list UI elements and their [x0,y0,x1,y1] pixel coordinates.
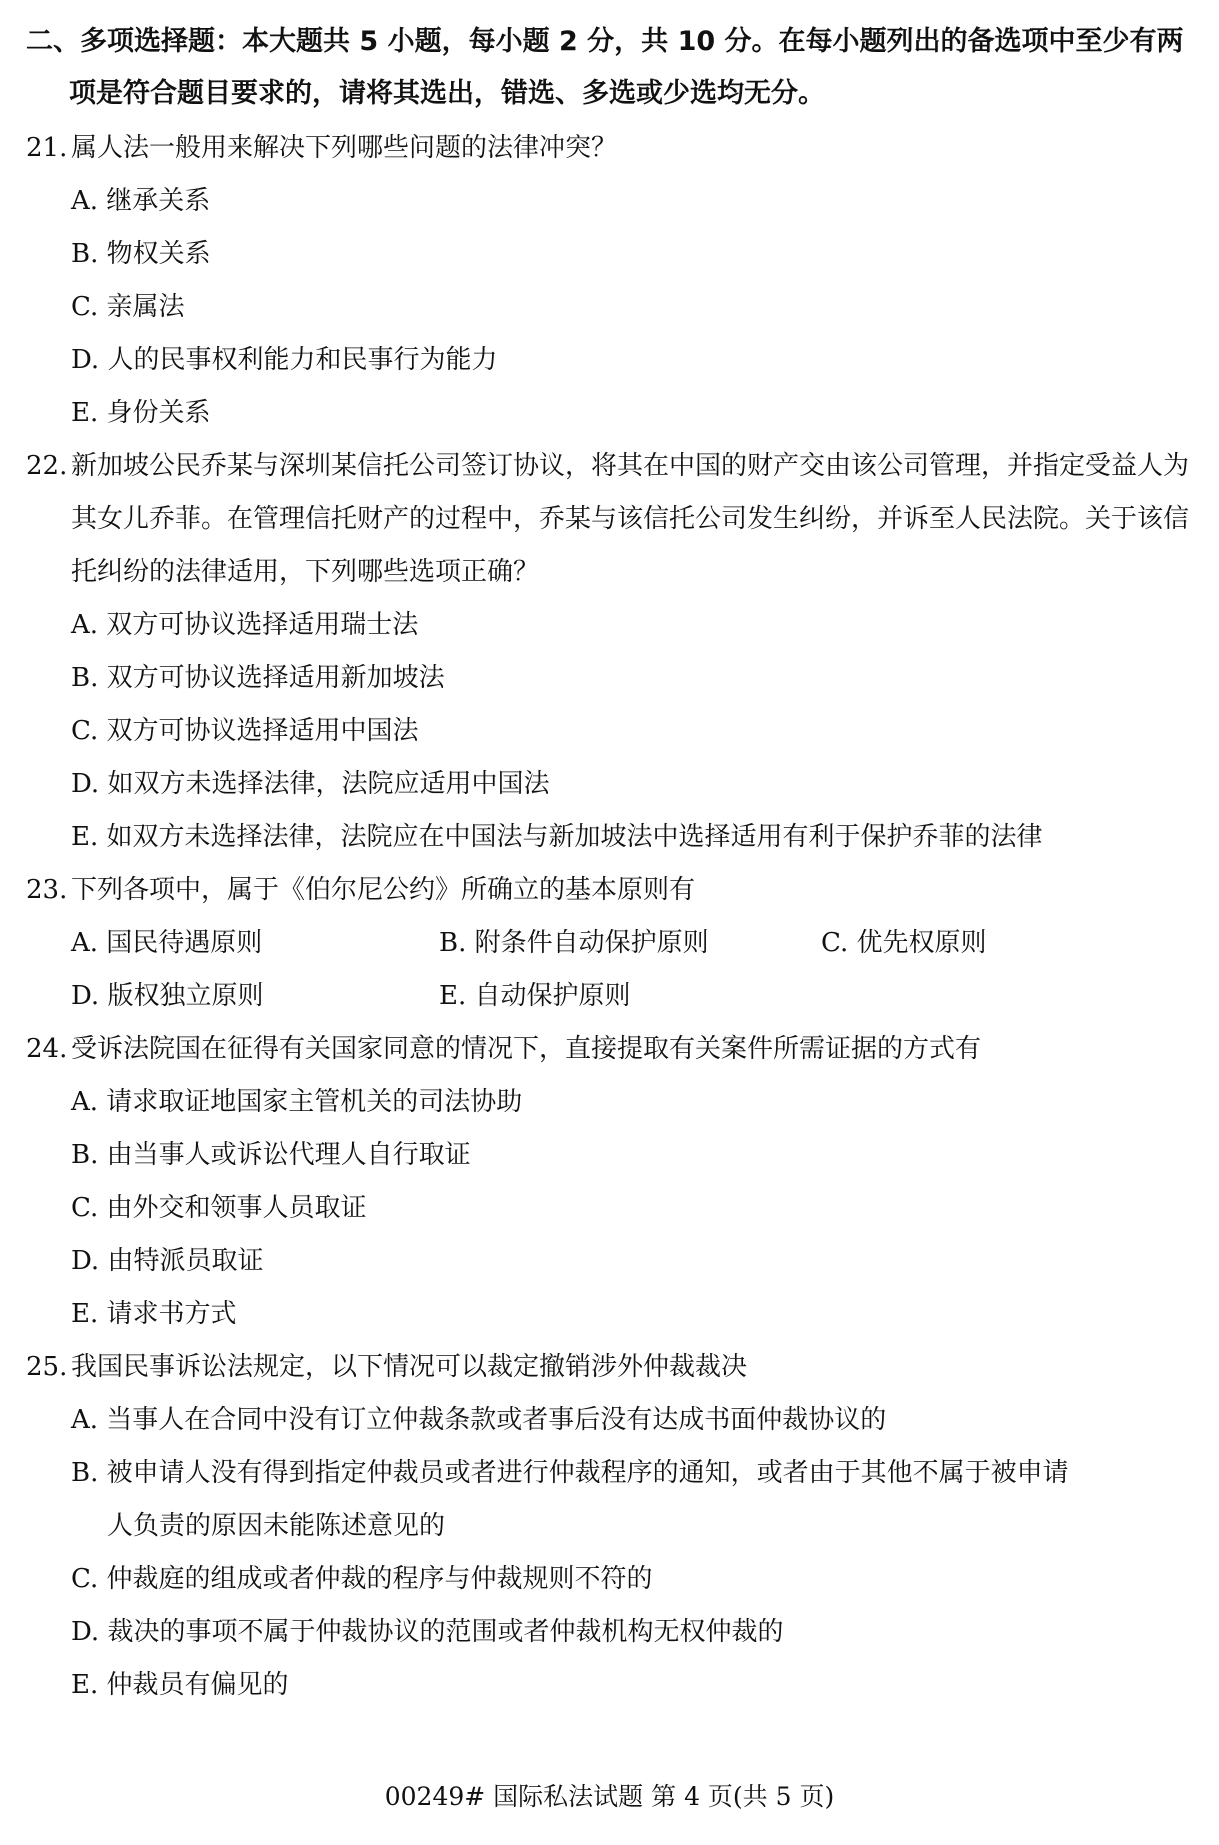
option-e: E. 自动保护原则 [439,981,631,1011]
question-text: 受诉法院国在征得有关国家同意的情况下，直接提取有关案件所需证据的方式有 [71,1034,982,1064]
question-number: 25. [26,1352,68,1382]
option-d: D. 版权独立原则 [71,981,264,1011]
question-number: 21. [26,133,68,163]
option-d: D. 由特派员取证 [71,1246,264,1276]
question-stem [0,1023,1219,1076]
question-text: 我国民事诉讼法规定，以下情况可以裁定撤销涉外仲裁裁决 [71,1352,748,1382]
question-stem [0,1341,1219,1394]
option-b: B. 附条件自动保护原则 [439,928,709,958]
section-heading-line1: 二、多项选择题：本大题共 5 小题，每小题 2 分，共 10 分。在每小题列出的备选项中至少有两 [26,26,1184,57]
option-e: E. 仲裁员有偏见的 [71,1670,289,1700]
option-c: C. 由外交和领事人员取证 [71,1193,367,1223]
question-23 [0,864,1219,1023]
question-text: 属人法一般用来解决下列哪些问题的法律冲突？ [71,133,618,163]
option-b [0,1447,1219,1553]
question-24 [0,1023,1219,1341]
question-22 [0,440,1219,864]
section-heading-line2: 项是符合题目要求的，请将其选出，错选、多选或少选均无分。 [69,78,825,109]
option-c: C. 亲属法 [71,292,185,322]
question-number: 24. [26,1034,68,1064]
question-21 [0,122,1219,440]
option-b-continuation: 人负责的原因未能陈述意见的 [107,1511,446,1541]
option-a: A. 国民待遇原则 [71,928,263,958]
option-a: A. 当事人在合同中没有订立仲裁条款或者事后没有达成书面仲裁协议的 [71,1405,887,1435]
question-text: 下列各项中，属于《伯尔尼公约》所确立的基本原则有 [71,875,696,905]
option-c: C. 双方可协议选择适用中国法 [71,716,419,746]
question-text: 新加坡公民乔某与深圳某信托公司签订协议，将其在中国的财产交由该公司管理，并指定受益人为其女儿乔菲。在管理信托财产的过程中，乔某与该信托公司发生纠纷，并诉至人民法院。关于该信托纠纷的法律适用，下列哪些选项正确？ [71,451,1190,587]
option-c: C. 优先权原则 [821,928,987,958]
option-b-text: B. 被申请人没有得到指定仲裁员或者进行仲裁程序的通知，或者由于其他不属于被申请 [71,1458,1069,1488]
question-25 [0,1341,1219,1712]
option-d: D. 人的民事权利能力和民事行为能力 [71,345,498,375]
option-e: E. 请求书方式 [71,1299,237,1329]
option-a: A. 请求取证地国家主管机关的司法协助 [71,1087,523,1117]
question-number: 23. [26,875,68,905]
option-e: E. 身份关系 [71,398,211,428]
question-list [0,122,1219,1712]
option-row [0,917,1219,970]
question-stem [0,122,1219,175]
option-a: A. 继承关系 [71,186,211,216]
question-stem [0,864,1219,917]
question-stem [0,440,1219,599]
question-number: 22. [26,451,68,481]
option-d: D. 如双方未选择法律，法院应适用中国法 [71,769,550,799]
section-heading [26,16,1206,120]
option-b: B. 双方可协议选择适用新加坡法 [71,663,445,693]
option-c: C. 仲裁庭的组成或者仲裁的程序与仲裁规则不符的 [71,1564,653,1594]
option-a: A. 双方可协议选择适用瑞士法 [71,610,419,640]
page-footer: 00249# 国际私法试题 第 4 页(共 5 页) [384,1782,835,1811]
option-e: E. 如双方未选择法律，法院应在中国法与新加坡法中选择适用有利于保护乔菲的法律 [71,822,1043,852]
option-d: D. 裁决的事项不属于仲裁协议的范围或者仲裁机构无权仲裁的 [71,1617,784,1647]
option-b: B. 由当事人或诉讼代理人自行取证 [71,1140,471,1170]
option-row [0,970,1219,1023]
option-b: B. 物权关系 [71,239,211,269]
